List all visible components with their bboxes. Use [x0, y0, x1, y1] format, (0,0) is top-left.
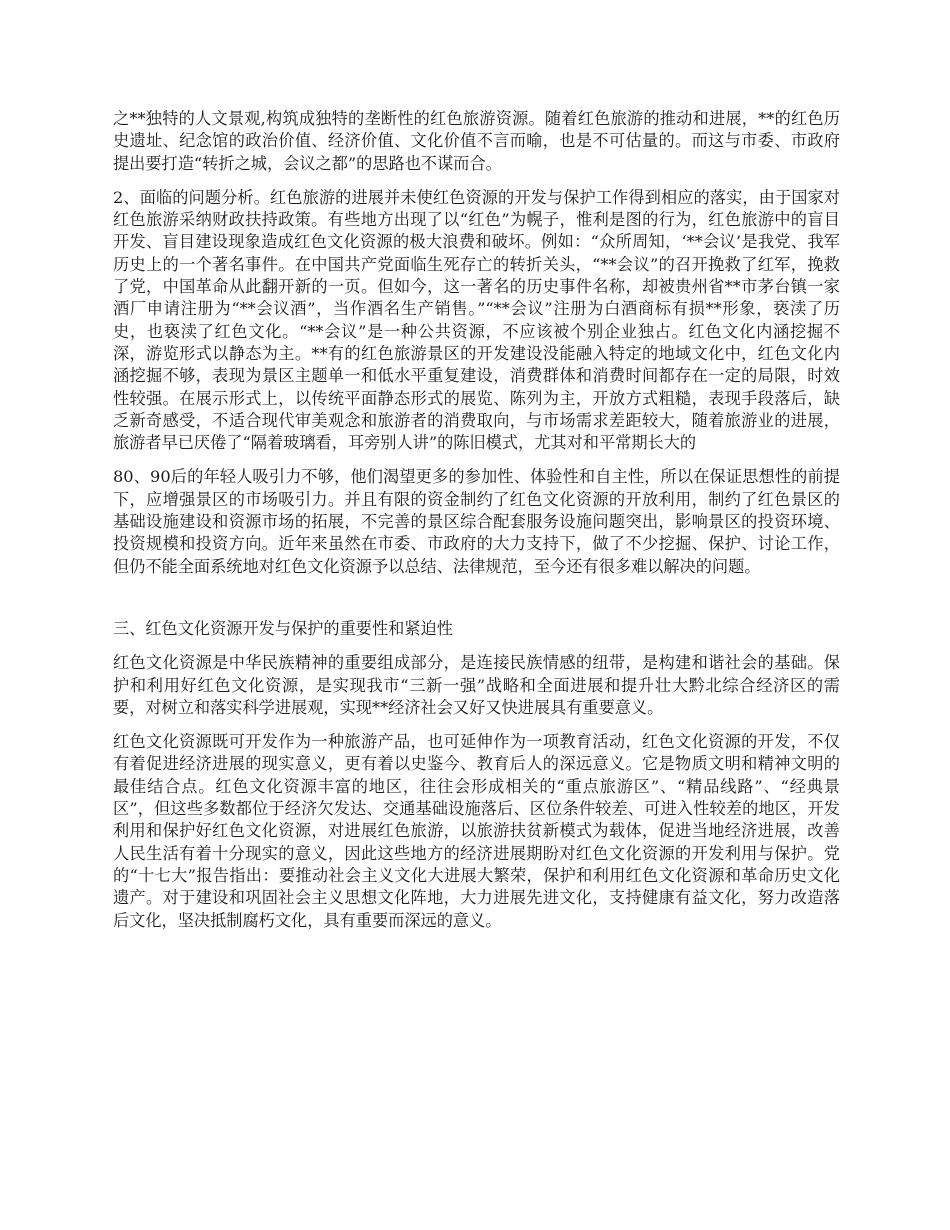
paragraph-problem-analysis: 2、面临的问题分析。红色旅游的进展并未使红色资源的开发与保护工作得到相应的落实，由于国家对红色旅游采纳财政扶持政策。有些地方出现了以“红色”为幌子，惟利是图的行为，红色旅游中的盲目开发、盲目建设现象造成红色文化资源的极大浪费和破坏。例如：“众所周知，‘**会议’是我党、我军历史上的一个著名事件。在中国共产党面临生死存亡的转折关头，“**会议”的召开挽救了红军，挽救了党，中国革命从此翻开新的一页。但如今，这一著名的历史事件名称，却被贵州省**市茅台镇一家酒厂申请注册为“**会议酒”，当作酒名生产销售。”“**会议”注册为白酒商标有损**形象，亵渎了历史，也亵渎了红色文化。“**会议”是一种公共资源，不应该被个别企业独占。红色文化内涵挖掘不深，游览形式以静态为主。**有的红色旅游景区的开发建设没能融入特定的地域文化中，红色文化内涵挖掘不够，表现为景区主题单一和低水平重复建设，消费群体和消费时间都存在一定的局限，时效性较强。在展示形式上，以传统平面静态形式的展览、陈列为主，开放方式粗糙，表现手段落后，缺乏新奇感受，不适合现代审美观念和旅游者的消费取向，与市场需求差距较大，随着旅游业的进展，旅游者早已厌倦了“隔着玻璃看，耳旁别人讲”的陈旧模式，尤其对和平常期长大的 [113, 187, 840, 453]
paragraph-red-tourism-value: 之**独特的人文景观,构筑成独特的垄断性的红色旅游资源。随着红色旅游的推动和进展，**的红色历史遗址、纪念馆的政治价值、经济价值、文化价值不言而喻，也是不可估量的。而这与市委、市政府提出要打造“转折之城，会议之都”的思路也不谋而合。 [113, 109, 840, 173]
paragraph-importance: 红色文化资源是中华民族精神的重要组成部分，是连接民族情感的纽带，是构建和谐社会的基础。保护和利用好红色文化资源，是实现我市“三新一强”战略和全面进展和提升壮大黔北综合经济区的需要，对树立和落实科学进展观，实现**经济社会又好又快进展具有重要意义。 [113, 653, 840, 717]
section-heading: 三、红色文化资源开发与保护的重要性和紧迫性 [113, 618, 453, 638]
document-body [113, 108, 840, 944]
paragraph-development-significance: 红色文化资源既可开发作为一种旅游产品，也可延伸作为一项教育活动，红色文化资源的开发，不仅有着促进经济进展的现实意义，更有着以史鉴今、教育后人的深远意义。它是物质文明和精神文明的最佳结合点。红色文化资源丰富的地区，往往会形成相关的“重点旅游区”、“精品线路”、“经典景区”，但这些多数都位于经济欠发达、交通基础设施落后、区位条件较差、可进入性较差的地区，开发利用和保护好红色文化资源，对进展红色旅游，以旅游扶贫新模式为载体，促进当地经济进展，改善人民生活有着十分现实的意义，因此这些地方的经济进展期盼对红色文化资源的开发利用与保护。党的“十七大”报告指出：要推动社会主义文化大进展大繁荣，保护和利用红色文化资源和革命历史文化遗产。对于建设和巩固社会主义思想文化阵地，大力进展先进文化，支持健康有益文化，努力改造落后文化，坚决抵制腐朽文化，具有重要而深远的意义。 [113, 732, 840, 930]
paragraph-young-visitors: 80、90后的年轻人吸引力不够，他们渴望更多的参加性、体验性和自主性，所以在保证思想性的前提下，应增强景区的市场吸引力。并且有限的资金制约了红色文化资源的开放利用，制约了红色景区的基础设施建设和资源市场的拓展，不完善的景区综合配套服务设施问题突出，影响景区的投资环境、投资规模和投资方向。近年来虽然在市委、市政府的大力支持下，做了不少挖掘、保护、讨论工作，但仍不能全面系统地对红色文化资源予以总结、法律规范，至今还有很多难以解决的问题。 [113, 467, 840, 576]
